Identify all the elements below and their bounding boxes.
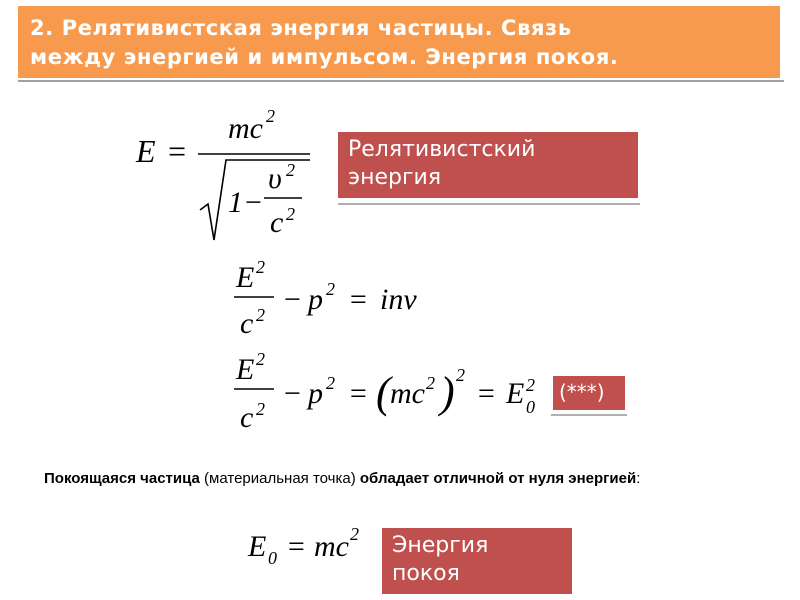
svg-text:2: 2 [526, 375, 535, 395]
svg-text:=: = [348, 283, 369, 316]
svg-text:2: 2 [326, 373, 335, 393]
paragraph-bold-1: Покоящаяся частица [44, 470, 200, 487]
formula-rest-relation [230, 345, 560, 440]
formula-relativistic-energy [130, 100, 330, 250]
label-rest-energy [382, 528, 572, 594]
svg-text:c: c [270, 206, 284, 239]
svg-text:2: 2 [326, 279, 335, 299]
formula-rest-energy [244, 520, 374, 570]
svg-text:2: 2 [286, 204, 295, 224]
label-rest-line-1: Энергия [392, 533, 489, 558]
slide-title-banner [18, 6, 780, 78]
svg-text:2: 2 [456, 365, 465, 385]
slide-title-line-1: 2. Релятивистская энергия частицы. Связь [30, 16, 572, 40]
label-relativistic-energy [338, 132, 638, 198]
label-rest-line-2: покоя [392, 561, 460, 586]
svg-text:−: − [282, 377, 303, 410]
svg-text:2: 2 [266, 106, 275, 126]
svg-text:c: c [240, 401, 254, 434]
svg-text:1−: 1− [228, 186, 264, 219]
svg-text:E: E [136, 133, 156, 169]
svg-text:2: 2 [256, 257, 265, 277]
svg-text:E: E [506, 377, 525, 410]
svg-text:mc: mc [228, 112, 263, 145]
svg-text:c: c [240, 307, 254, 340]
svg-text:): ) [440, 368, 455, 417]
svg-text:mc: mc [314, 530, 349, 563]
svg-text:2: 2 [286, 160, 295, 180]
paragraph-bold-2: обладает отличной от нуля энергией [359, 470, 637, 487]
svg-text:0: 0 [268, 548, 277, 568]
label-relativistic-underline [338, 203, 640, 205]
label-relativistic-line-2: энергия [348, 165, 442, 190]
slide-title-line-2: между энергией и импульсом. Энергия покоя. [30, 45, 619, 69]
svg-text:=: = [166, 133, 188, 169]
svg-text:E: E [248, 530, 267, 563]
svg-text:2: 2 [426, 373, 435, 393]
svg-text:p: p [308, 377, 323, 410]
svg-text:p: p [308, 283, 323, 316]
label-stars [553, 376, 625, 410]
svg-text:mc: mc [390, 377, 425, 410]
svg-text:=: = [476, 377, 497, 410]
svg-text:E: E [236, 261, 255, 294]
label-relativistic-line-1: Релятивистский [348, 137, 536, 162]
paragraph-normal-1: (материальная точка) [199, 470, 360, 487]
svg-text:(: ( [376, 368, 391, 417]
paragraph-normal-2: : [636, 470, 641, 487]
svg-text:inv: inv [380, 283, 417, 316]
svg-text:=: = [286, 530, 307, 563]
svg-text:2: 2 [256, 349, 265, 369]
label-stars-underline [551, 414, 627, 416]
svg-text:υ: υ [268, 162, 282, 195]
svg-text:−: − [282, 283, 303, 316]
formula-invariant [230, 255, 440, 345]
svg-text:2: 2 [256, 399, 265, 419]
svg-text:=: = [348, 377, 369, 410]
label-stars-text: (***) [559, 380, 605, 404]
svg-text:2: 2 [350, 524, 359, 544]
svg-text:E: E [236, 353, 255, 386]
svg-text:2: 2 [256, 305, 265, 325]
svg-text:0: 0 [526, 397, 535, 417]
title-divider [18, 80, 784, 82]
rest-particle-statement [44, 468, 764, 490]
